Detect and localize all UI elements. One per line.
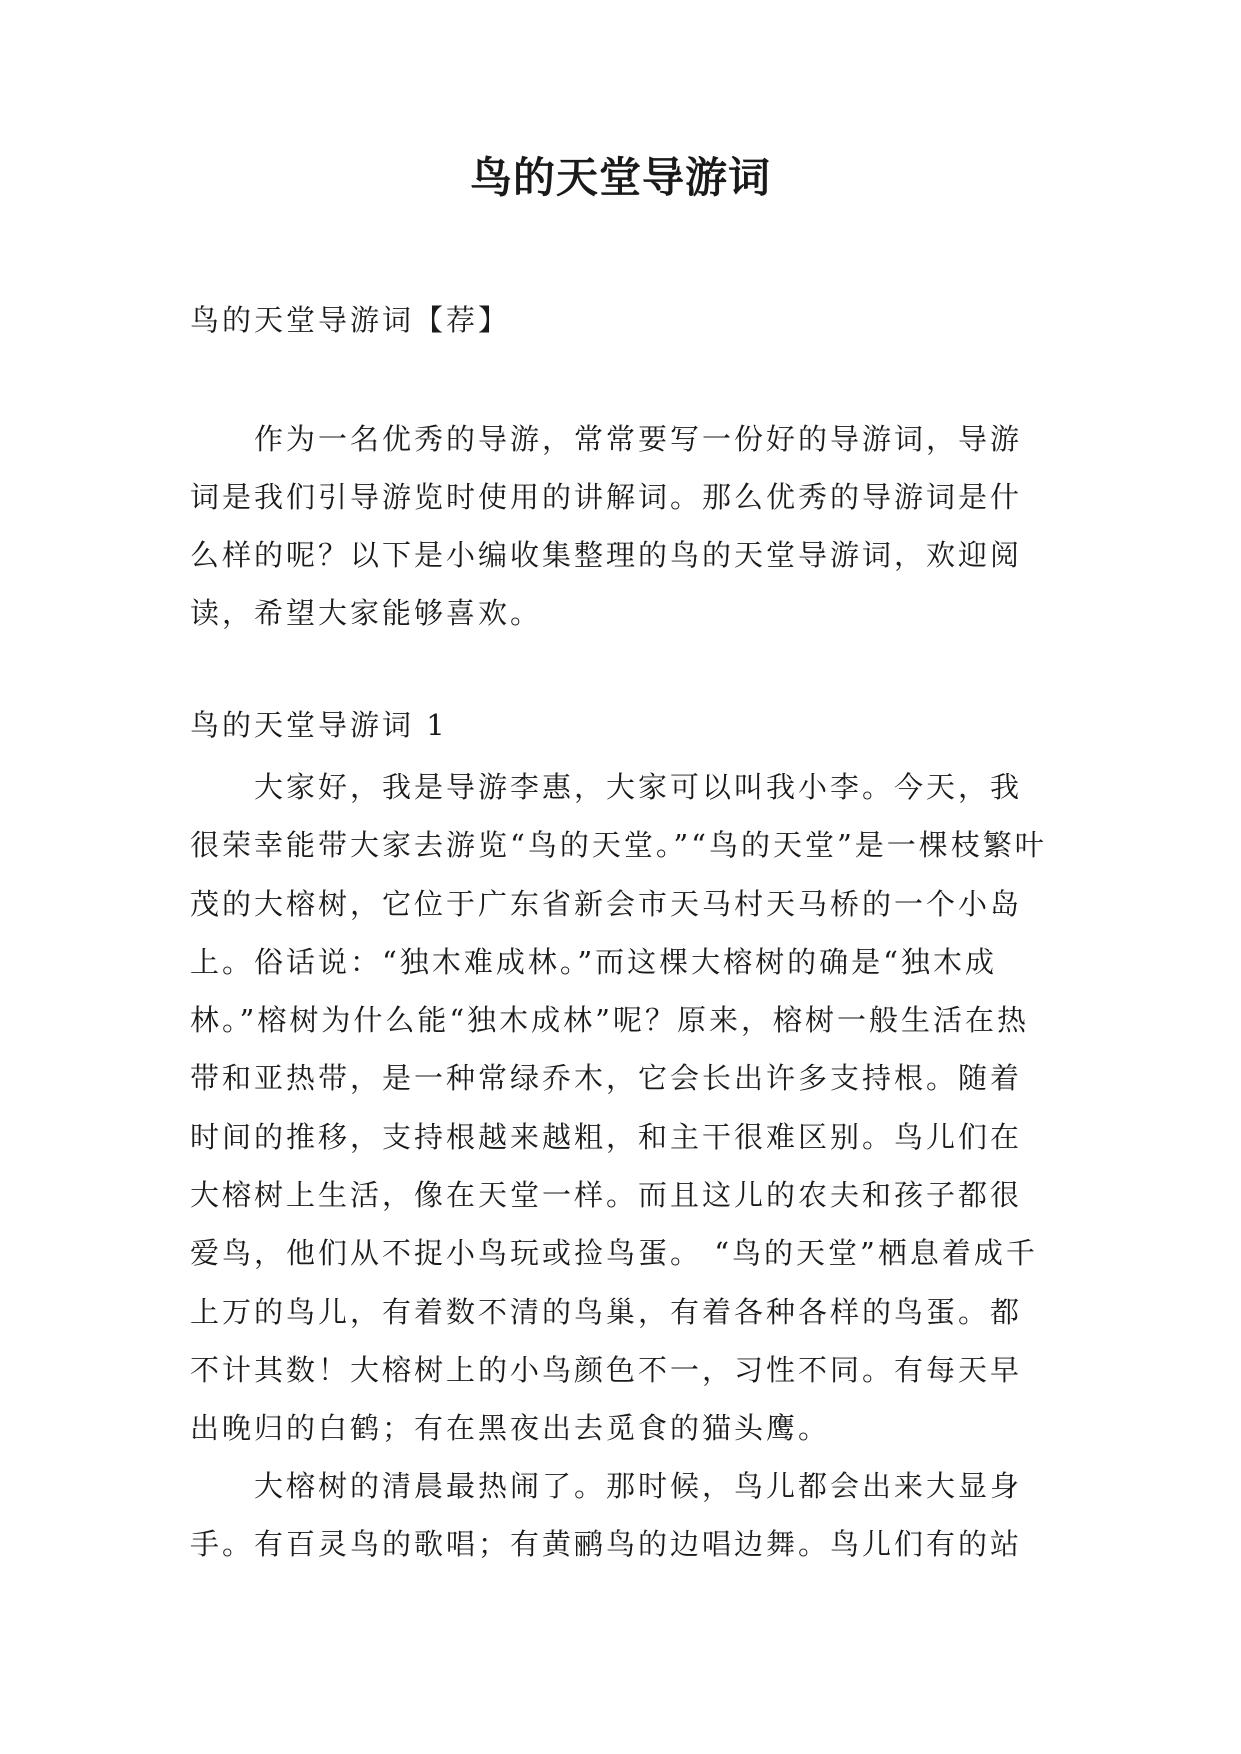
document-title: 鸟的天堂导游词 <box>469 153 771 202</box>
section-heading: 鸟的天堂导游词 1 <box>190 708 448 742</box>
document-subtitle: 鸟的天堂导游词【荐】 <box>190 303 511 337</box>
body-paragraph: 大家好，我是导游李惠，大家可以叫我小李。今天，我很荣幸能带大家去游览“鸟的天堂。”“鸟的天堂”是一棵枝繁叶茂的大榕树，它位于广东省新会市天马村天马桥的一个小岛上。俗话说：“独木难成林。”而这棵大榕树的确是“独木成林。”榕树为什么能“独木成林”呢？原来，榕树一般生活在热带和亚热带，是一种常绿乔木，它会长出许多支持根。随着时间的推移，支持根越来越粗，和主干很难区别。鸟儿们在大榕树上生活，像在天堂一样。而且这儿的农夫和孩子都很爱鸟，他们从不捉小鸟玩或捡鸟蛋。 “鸟的天堂”栖息着成千上万的鸟儿，有着数不清的鸟巢，有着各种各样的鸟蛋。都不计其数！大榕树上的小鸟颜色不一，习性不同。有每天早出晚归的白鹤；有在黑夜出去觅食的猫头鹰。 <box>190 770 1047 1446</box>
body-paragraph: 大榕树的清晨最热闹了。那时候，鸟儿都会出来大显身手。有百灵鸟的歌唱；有黄鹂鸟的边唱边舞。鸟儿们有的站 <box>190 1469 1023 1562</box>
intro-paragraph: 作为一名优秀的导游，常常要写一份好的导游词，导游词是我们引导游览时使用的讲解词。那么优秀的导游词是什么样的呢？以下是小编收集整理的鸟的天堂导游词，欢迎阅读，希望大家能够喜欢。 <box>190 422 1023 630</box>
